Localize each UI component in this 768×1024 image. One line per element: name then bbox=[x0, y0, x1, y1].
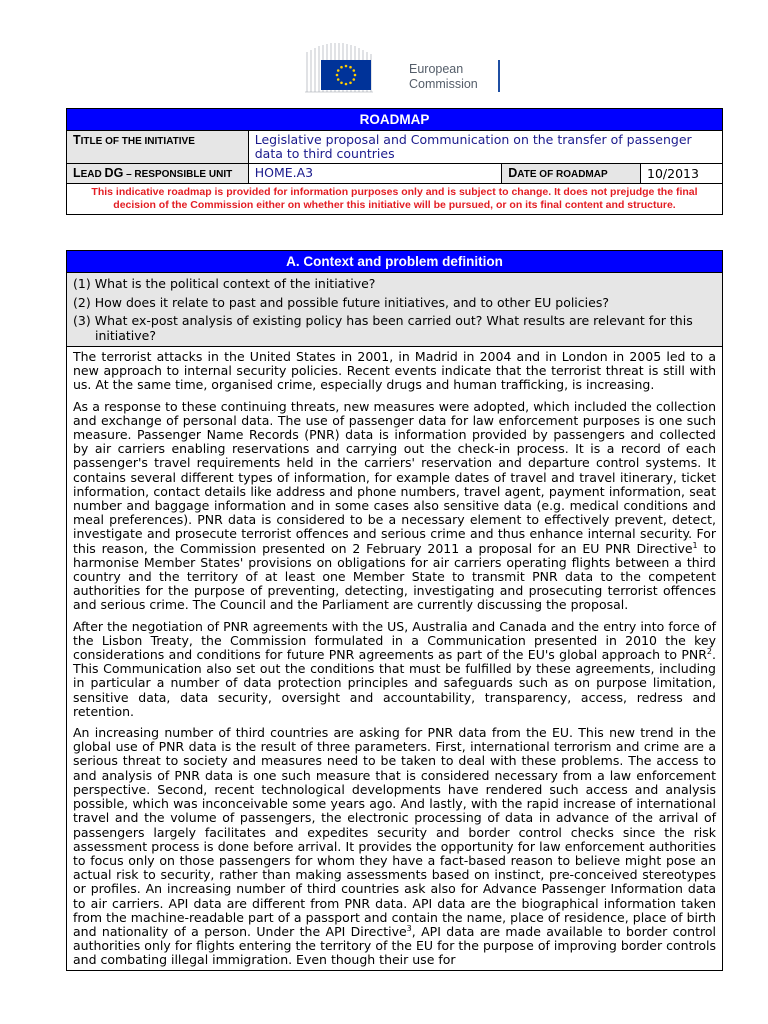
commission-building-icon bbox=[305, 40, 373, 94]
section-a-table bbox=[66, 250, 723, 971]
section-a-body bbox=[67, 347, 723, 971]
context-paragraph: As a response to these continuing threats, new measures were adopted, which included the collection and exchange of personal data. The use of passenger data for law enforcement purposes is one such measure. Passenger Name Records (PNR) data is information provided by passengers and collected by air carriers enabling reservations and carrying out the check-in process. It is a record of each passenger's travel requirements held in the carriers' reservation and departure control systems. It contains several different types of information, for example dates of travel and travel itinerary, ticket information, contact details like address and phone numbers, travel agent, payment information, seat number and baggage information and in some cases also sensitive data (e.g. medical conditions and meal preferences). PNR data is considered to be a necessary element to effectively prevent, detect, investigate and prosecute terrorist offences and serious crime and thus enhance internal security. For this reason, the Commission presented on 2 February 2011 a proposal for an EU PNR Directive$^1$ to harmonise Member States' provisions on obligations for air carriers operating flights between a third country and the territory of at least one Member State to transmit PNR data to the competent authorities for the purpose of preventing, detecting, investigating and prosecuting terrorist offences and serious crime. The Council and the Parliament are currently discussing the proposal. bbox=[73, 398, 716, 613]
roadmap-date-label: DATE OF ROADMAP bbox=[502, 164, 641, 184]
initiative-title-value: Legislative proposal and Communication on the transfer of passenger data to third countries bbox=[248, 131, 722, 164]
footnote-ref: 2 bbox=[706, 646, 713, 656]
question-item: (2) How does it relate to past and possible future initiatives, and to other EU policies? bbox=[73, 294, 609, 310]
context-paragraph: The terrorist attacks in the United States in 2001, in Madrid in 2004 and in London in 2005 led to a new approach to internal security policies. Recent events indicate that the terrorist threat is still with us. At the same time, organised crime, especially drugs and human trafficking, is increasing. bbox=[73, 349, 716, 393]
european-commission-logo bbox=[305, 40, 505, 94]
question-item: (3) What ex-post analysis of existing policy has been carried out? What results are relevant for this initiative? bbox=[73, 313, 693, 343]
footnote-ref: 1 bbox=[692, 540, 698, 550]
initiative-title-label: TITLE OF THE INITIATIVE bbox=[67, 131, 249, 164]
lead-dg-value: HOME.A3 bbox=[248, 164, 502, 184]
context-paragraph: After the negotiation of PNR agreements with the US, Australia and Canada and the entry into force of the Lisbon Treaty, the Commission formulated in a Communication presented in 2010 the key considerations and conditions for future PNR agreements as part of the EU's global approach to PNR$^2$. This Communication also set out the conditions that must be fulfilled by these agreements, including in particular a number of data protection principles and safeguards such as on purpose limitation, sensitive data, data security, oversight and accountability, transparency, access, redress and retention. bbox=[73, 618, 716, 719]
context-paragraph: An increasing number of third countries are asking for PNR data from the EU. This new trend in the global use of PNR data is the result of three parameters. First, international terrorism and crime are a serious threat to society and measures need to be taken to deal with these problems. The access to and analysis of PNR data is one such measure that is considered necessary from a law enforcement perspective. Second, recent technological developments have rendered such access and analysis possible, which was inconceivable some years ago. And lastly, with the rapid increase of international travel and the volume of passengers, the electronic processing of data in advance of the arrival of passengers largely facilitates and expedites security and border control checks since the risk assessment process is done before arrival. It provides the opportunity for law enforcement authorities to focus only on those passengers for whom they have a fact-based reason to believe might pose an actual risk to security, rather than making assessments based on instinct, pre-conceived stereotypes or profiles. An increasing number of third countries ask also for Advance Passenger Information data to air carriers. API data are different from PNR data. API data are the biographical information taken from the machine-readable part of a passport and contain the name, place of residence, place of birth and nationality of a person. Under the API Directive$^3$, API data are made available to border control authorities only for flights entering the territory of the EU for the purpose of improving border controls and combating illegal immigration. Even though their use for bbox=[73, 725, 716, 968]
section-a-title: A. Context and problem definition bbox=[67, 251, 723, 273]
logo-wordmark bbox=[409, 62, 478, 92]
logo-line-european: European bbox=[409, 62, 464, 76]
roadmap-title: ROADMAP bbox=[67, 109, 723, 131]
logo-line-commission: Commission bbox=[409, 77, 478, 91]
disclaimer-text: This indicative roadmap is provided for information purposes only and is subject to change. It does not prejudge the final decision of the Commission either on whether this initiative will be pursued, or on its final content and structure. bbox=[67, 184, 723, 215]
question-item: (1) What is the political context of the initiative? bbox=[73, 276, 376, 291]
section-a-questions bbox=[67, 273, 723, 347]
roadmap-date-value: 10/2013 bbox=[641, 164, 723, 184]
roadmap-table bbox=[66, 108, 723, 215]
lead-dg-label: LEAD DG – RESPONSIBLE UNIT bbox=[67, 164, 249, 184]
eu-flag-icon bbox=[321, 60, 371, 90]
logo-divider bbox=[498, 60, 500, 92]
footnote-ref: 3 bbox=[406, 923, 412, 933]
